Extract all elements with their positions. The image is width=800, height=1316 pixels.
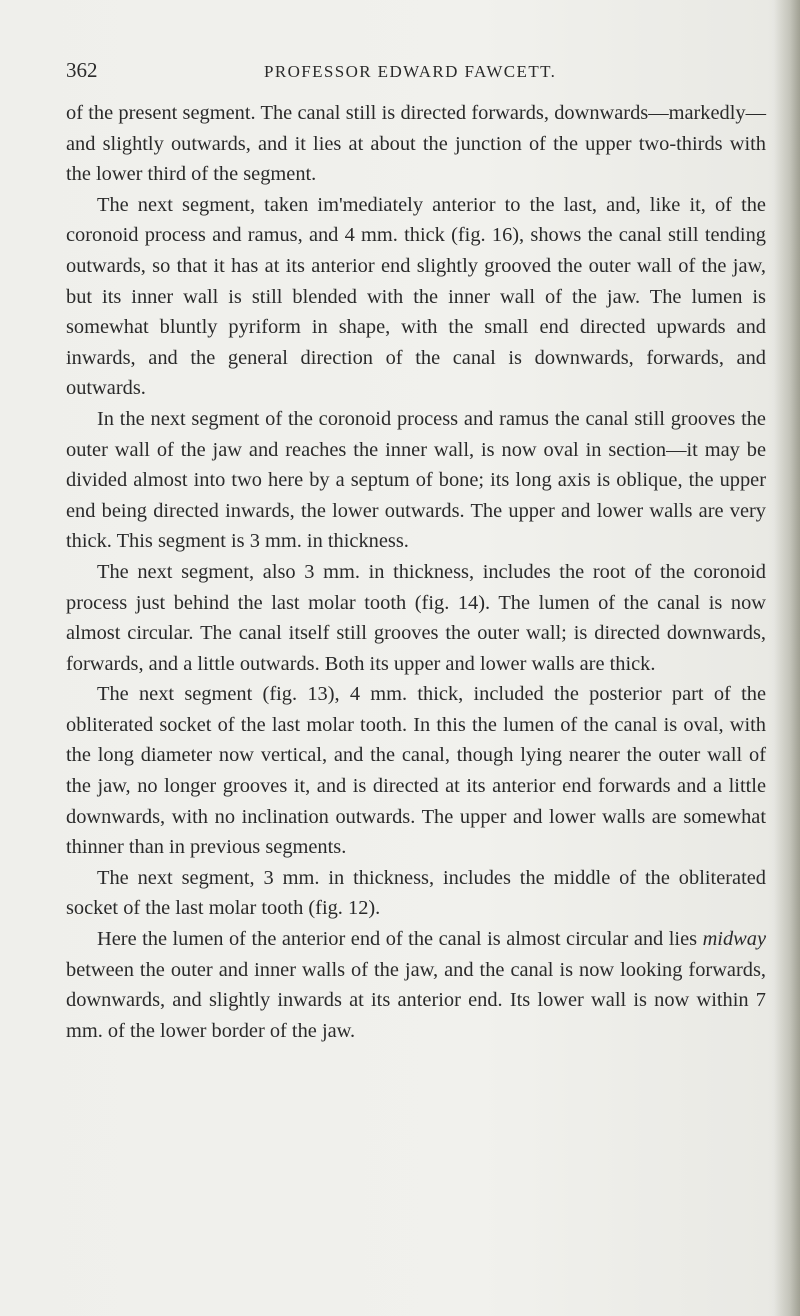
page-number: 362 xyxy=(66,58,98,82)
page-header xyxy=(66,58,766,86)
paragraph: The next segment, 3 mm. in thickness, includes the middle of the obliterated socket of the last molar tooth (fig. 12). xyxy=(66,866,766,920)
paragraph: The next segment (fig. 13), 4 mm. thick, included the posterior part of the obliterated socket of the last molar tooth. In this the lumen of the canal is oval, with the long diameter now vertical, and the canal, though lying nearer the outer wall of the jaw, no longer grooves it, and is directed at its anterior end forwards and a little downwards, with no inclination outwards. The upper and lower walls are somewhat thinner than in previous segments. xyxy=(66,683,766,859)
paragraph: The next segment, taken im'mediately anterior to the last, and, like it, of the coronoid process and ramus, and 4 mm. thick (fig. 16), shows the canal still tending outwards, so that it has at its anterior end slightly grooved the outer wall of the jaw, but its inner wall is still blended with the inner wall of the jaw. The lumen is somewhat bluntly pyriform in shape, with the small end directed upwards and inwards, and the general direction of the canal is downwards, forwards, and outwards. xyxy=(66,193,766,400)
paragraph-text: Here the lumen of the anterior end of the canal is almost circular and lies xyxy=(97,928,703,951)
paragraph: The next segment, also 3 mm. in thickness, includes the root of the coronoid process just behind the last molar tooth (fig. 14). The lumen of the canal is now almost circular. The canal itself still grooves the outer wall; is directed downwards, forwards, and a little outwards. Both its upper and lower walls are thick. xyxy=(66,560,766,675)
paragraph xyxy=(66,924,766,1046)
paragraph: of the present segment. The canal still is directed forwards, downwards—markedly—and slightly outwards, and it lies at about the junction of the upper two-thirds with the lower third of the segment. xyxy=(66,102,766,186)
emphasized-word: midway xyxy=(702,928,766,951)
paragraph-text: between the outer and inner walls of the jaw, and the canal is now looking forwards, downwards, and slightly inwards at its anterior end. Its lower wall is now within 7 mm. of the lower border of the jaw. xyxy=(66,958,766,1042)
page-body xyxy=(66,98,766,1046)
page-gutter-shadow xyxy=(774,0,800,1316)
paragraph: In the next segment of the coronoid process and ramus the canal still grooves the outer wall of the jaw and reaches the inner wall, is now oval in section—it may be divided almost into two here by a septum of bone; its long axis is oblique, the upper end being directed inwards, the lower outwards. The upper and lower walls are very thick. This segment is 3 mm. in thickness. xyxy=(66,407,766,553)
running-head: PROFESSOR EDWARD FAWCETT. xyxy=(264,62,557,81)
